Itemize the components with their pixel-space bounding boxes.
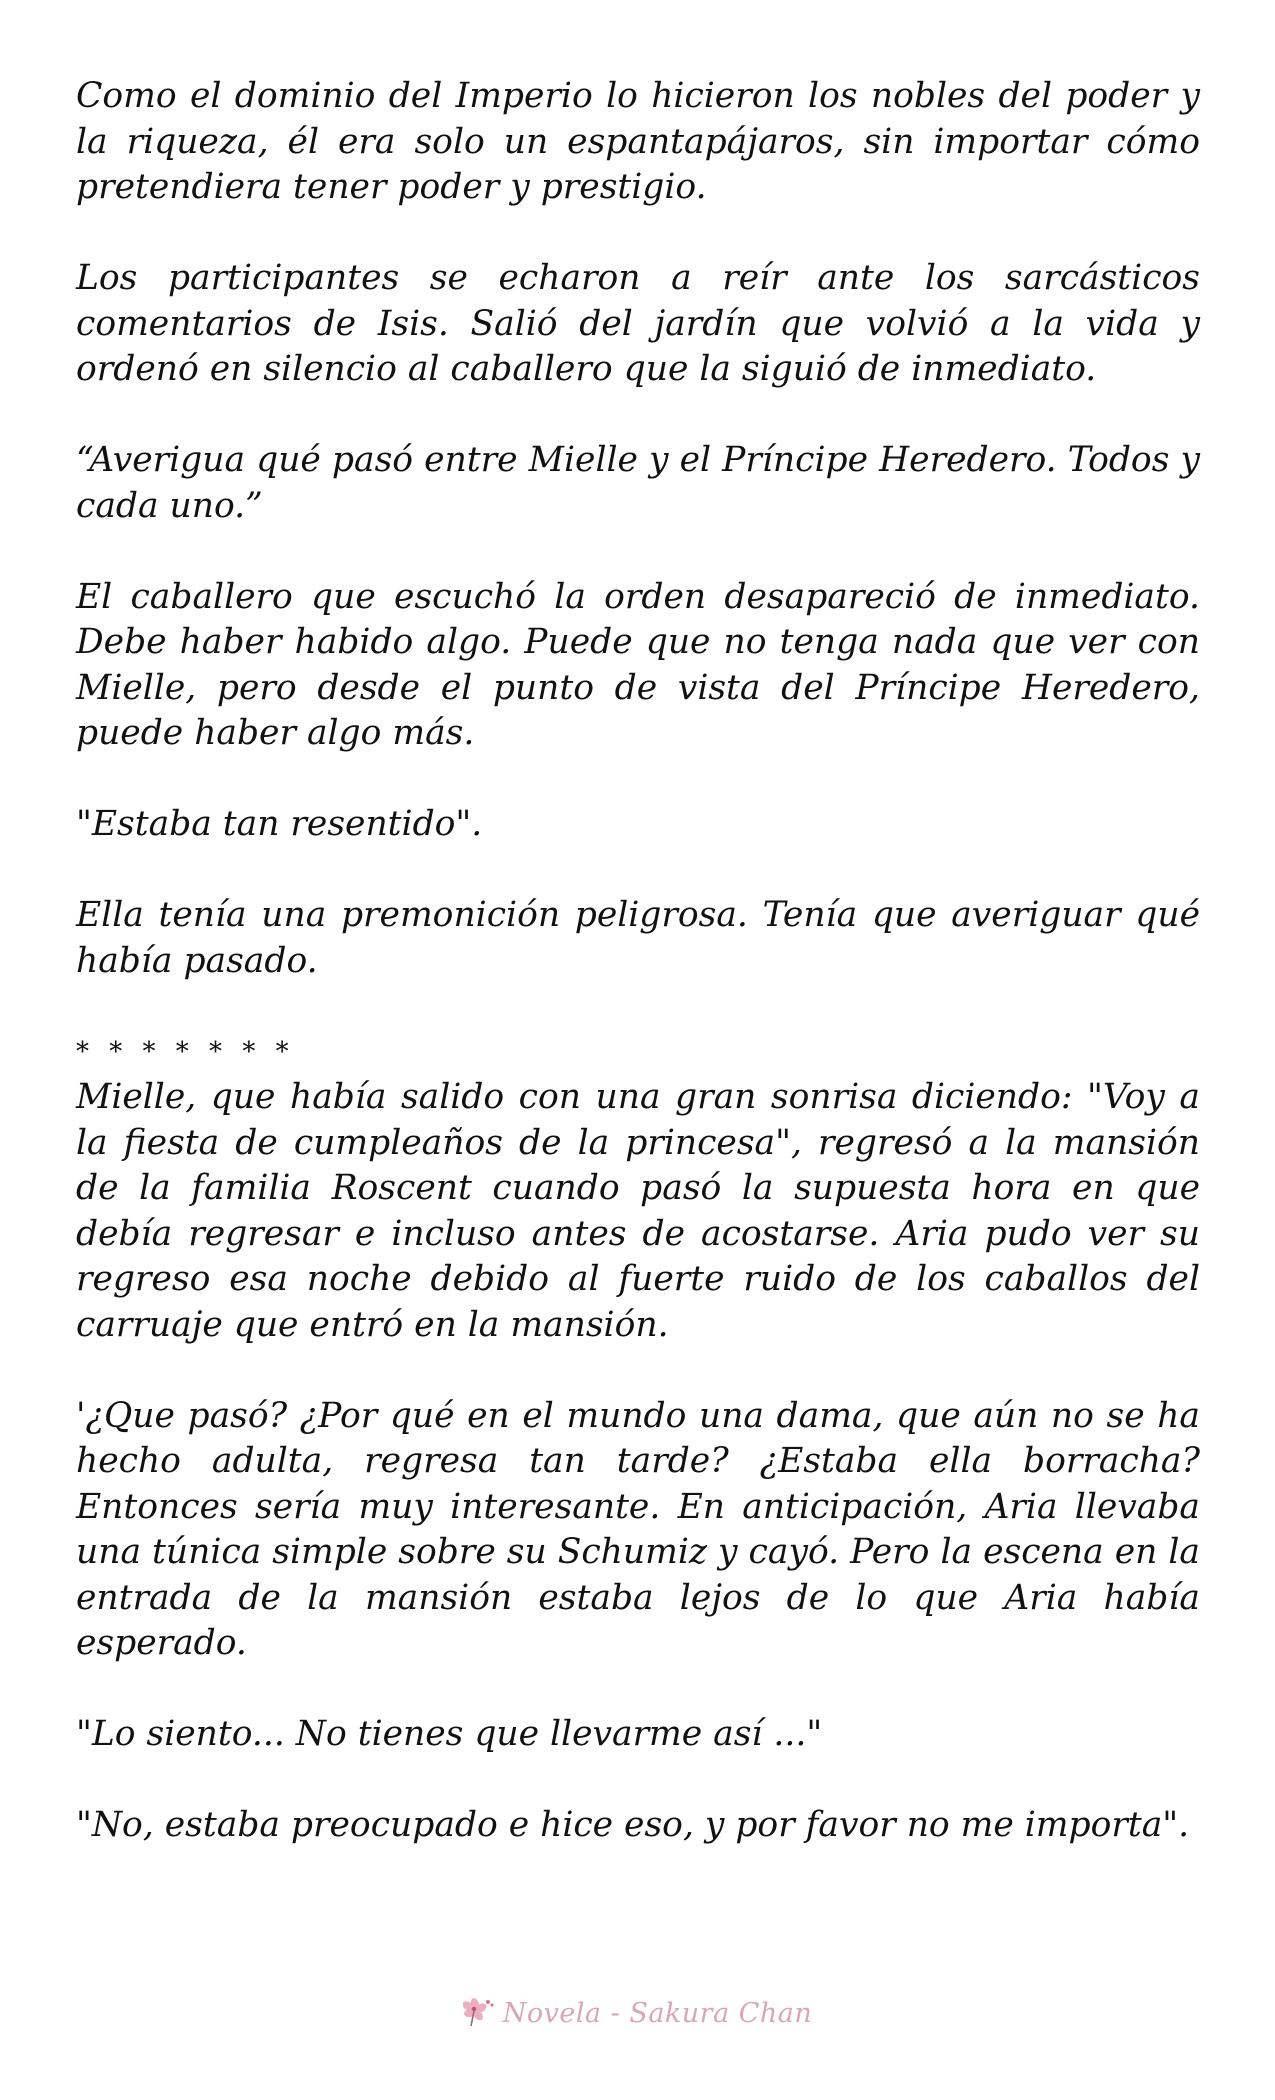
sakura-flower-icon [463, 1996, 497, 2030]
paragraph-7: Mielle, que había salido con una gran sonrisa diciendo: "Voy a la fiesta de cumpleaños de la princesa", regresó a la mansión de la familia Roscent cuando pasó la supuesta hora en que debía regresar e incluso antes de acostarse. Aria pudo ver su regreso esa noche debido al fuerte ruido de los caballos del carruaje que entró en la mansión. [76, 1077, 1200, 1345]
footer-text: Novela - Sakura Chan [502, 1997, 813, 2029]
paragraph-6: Ella tenía una premonición peligrosa. Tenía que averiguar qué había pasado. [76, 895, 1200, 981]
paragraph-3: “Averigua qué pasó entre Mielle y el Príncipe Heredero. Todos y cada uno.” [76, 440, 1200, 526]
footer-watermark [0, 1996, 1275, 2040]
paragraph-8: '¿Que pasó? ¿Por qué en el mundo una dama, que aún no se ha hecho adulta, regresa tan tarde? ¿Estaba ella borracha? Entonces sería muy interesante. En anticipación, Aria llevaba una túnica simple sobre su Schumiz y cayó. Pero la escena en la entrada de la mansión estaba lejos de lo que Aria había esperado. [76, 1395, 1200, 1663]
paragraph-1: Como el dominio del Imperio lo hicieron los nobles del poder y la riqueza, él era solo un espantapájaros, sin importar cómo pretendiera tener poder y prestigio. [76, 76, 1200, 207]
paragraph-5: "Estaba tan resentido". [76, 804, 483, 844]
paragraph-2: Los participantes se echaron a reír ante los sarcásticos comentarios de Isis. Salió del jardín que volvió a la vida y ordenó en silencio al caballero que la siguió de inmediato. [76, 258, 1200, 389]
chapter-text [76, 74, 1200, 1849]
paragraph-9: "Lo siento... No tienes que llevarme así ..." [76, 1714, 823, 1754]
paragraph-4: El caballero que escuchó la orden desapareció de inmediato. Debe haber habido algo. Puede que no tenga nada que ver con Mielle, pero desde el punto de vista del Príncipe Heredero, puede haber algo más. [76, 576, 1200, 753]
paragraph-10: "No, estaba preocupado e hice eso, y por favor no me importa". [76, 1805, 1190, 1845]
scene-separator: * * * * * * * [76, 1036, 295, 1067]
footer-inner [463, 1996, 813, 2030]
